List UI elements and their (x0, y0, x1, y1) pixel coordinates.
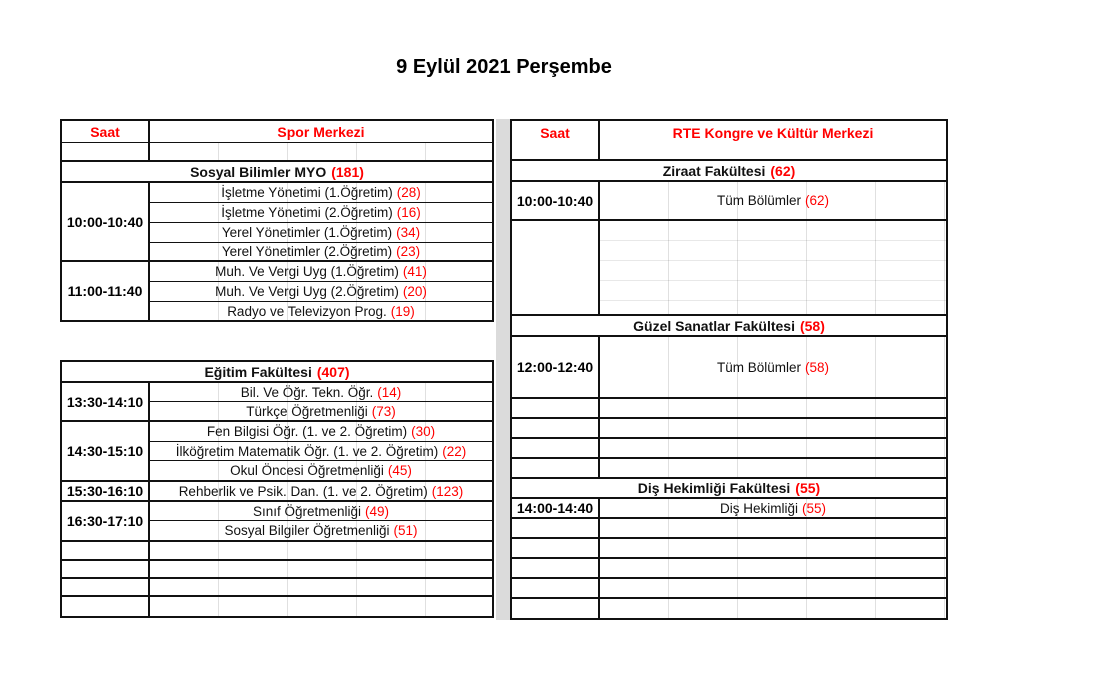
course-label: Tüm Bölümler (716, 359, 801, 375)
course-label: Muh. Ve Vergi Uyg (2.Öğretim) (215, 284, 399, 299)
section-count: (58) (799, 317, 825, 334)
empty-row (512, 459, 946, 479)
course-count: (55) (802, 500, 827, 516)
empty-content-cell (600, 459, 946, 477)
venue-column-header-label: Spor Merkezi (277, 123, 365, 140)
course-label: Yerel Yönetimler (2.Öğretim) (221, 244, 393, 259)
course-count: (23) (396, 244, 421, 259)
course-row (600, 182, 946, 219)
time-cell (62, 383, 150, 420)
time-cell-label: 15:30-16:10 (66, 483, 144, 499)
empty-row (512, 439, 946, 459)
empty-time-cell (62, 542, 150, 559)
empty-time-cell (512, 399, 600, 417)
section-count: (181) (331, 163, 364, 180)
course-count: (41) (402, 264, 427, 279)
course-count: (28) (396, 185, 421, 200)
course-row (150, 383, 492, 402)
time-cell (512, 182, 600, 219)
course-label: İşletme Yönetimi (1.Öğretim) (221, 185, 393, 200)
page-title: 9 Eylül 2021 Perşembe (396, 56, 612, 78)
block-course-list (600, 182, 946, 219)
time-column-header-label: Saat (90, 123, 120, 140)
course-row (150, 223, 492, 243)
section-header-row (512, 479, 946, 499)
empty-content-cell (600, 539, 946, 557)
course-label: Sosyal Bilgiler Öğretmenliği (224, 523, 390, 538)
time-cell-label: 14:30-15:10 (66, 443, 144, 459)
empty-time-cell (62, 143, 150, 160)
venue-column-header-label: RTE Kongre ve Kültür Merkezi (672, 125, 874, 141)
empty-row (512, 539, 946, 559)
block-course-list (150, 183, 492, 260)
time-cell-label: 12:00-12:40 (516, 359, 594, 375)
course-row (150, 521, 492, 540)
course-row (150, 461, 492, 480)
empty-content-cell (600, 419, 946, 437)
block-course-list (150, 383, 492, 420)
time-column-header (512, 121, 600, 159)
course-row (150, 183, 492, 203)
section-name: Ziraat Fakültesi (662, 162, 766, 179)
course-label: Sınıf Öğretmenliği (252, 503, 362, 519)
course-label: Türkçe Öğretmenliği (246, 403, 368, 419)
section-count: (55) (795, 480, 821, 496)
section-header-row (62, 362, 492, 383)
section-header-row (512, 316, 946, 337)
course-label: Okul Öncesi Öğretmenliği (230, 463, 384, 478)
rte-kongre-table (510, 119, 948, 620)
section-header-row (512, 161, 946, 182)
course-label: İlköğretim Matematik Öğr. (1. ve 2. Öğretim) (175, 443, 439, 459)
empty-row (62, 597, 492, 616)
block-course-list (600, 499, 946, 517)
course-count: (14) (377, 384, 402, 400)
time-cell (512, 499, 600, 517)
course-count: (34) (396, 225, 421, 240)
course-count: (49) (365, 503, 390, 519)
course-label: Fen Bilgisi Öğr. (1. ve 2. Öğretim) (206, 424, 408, 439)
course-row (150, 243, 492, 260)
empty-time-cell (512, 419, 600, 437)
empty-time-cell (62, 561, 150, 577)
column-divider-bar (496, 119, 510, 620)
empty-content-cell (150, 143, 492, 160)
course-row (150, 422, 492, 442)
empty-time-cell (62, 579, 150, 595)
course-count: (20) (402, 284, 427, 299)
section-name: Diş Hekimliği Fakültesi (637, 480, 791, 496)
section-count: (407) (316, 363, 350, 380)
course-count: (45) (387, 463, 412, 478)
time-cell-label: 14:00-14:40 (516, 500, 594, 516)
table-columns-header-row (62, 121, 492, 143)
course-count: (51) (393, 523, 418, 538)
course-row (600, 499, 946, 517)
empty-time-cell (512, 539, 600, 557)
course-row (150, 482, 492, 500)
time-block-row (62, 482, 492, 502)
course-row (150, 262, 492, 282)
empty-row (62, 561, 492, 579)
time-column-header (62, 121, 150, 142)
time-cell (62, 422, 150, 480)
time-block-row (62, 422, 492, 482)
empty-row (512, 579, 946, 599)
block-course-list (150, 262, 492, 320)
empty-row (62, 143, 492, 162)
section-name: Güzel Sanatlar Fakültesi (633, 317, 795, 334)
empty-row (62, 542, 492, 561)
empty-content-cell (600, 559, 946, 577)
empty-row (512, 419, 946, 439)
empty-content-cell (150, 542, 492, 559)
empty-time-cell (512, 221, 600, 314)
spor-merkezi-morning-table (60, 119, 494, 322)
section-name: Sosyal Bilimler MYO (190, 163, 327, 180)
course-label: İşletme Yönetimi (2.Öğretim) (221, 205, 393, 220)
empty-content-cell (600, 519, 946, 537)
venue-column-header (150, 121, 492, 142)
course-count: (19) (390, 303, 415, 319)
time-block-row (512, 182, 946, 221)
time-cell-label: 13:30-14:10 (66, 393, 144, 410)
empty-row (62, 579, 492, 597)
empty-time-cell (512, 459, 600, 477)
section-name: Eğitim Fakültesi (204, 363, 312, 380)
empty-time-cell (512, 579, 600, 597)
empty-content-cell (150, 561, 492, 577)
time-cell (62, 262, 150, 320)
course-row (150, 282, 492, 302)
course-row (150, 502, 492, 521)
time-cell (62, 183, 150, 260)
time-block-row (512, 337, 946, 399)
empty-row (512, 559, 946, 579)
section-count: (62) (770, 162, 796, 179)
course-row (150, 203, 492, 223)
block-course-list (150, 502, 492, 540)
time-cell-label: 16:30-17:10 (66, 513, 144, 529)
course-label: Muh. Ve Vergi Uyg (1.Öğretim) (215, 264, 399, 279)
course-count: (22) (442, 443, 467, 459)
block-course-list (600, 337, 946, 397)
course-row (150, 402, 492, 420)
time-cell (512, 337, 600, 397)
empty-time-cell (512, 519, 600, 537)
course-count: (123) (431, 483, 464, 499)
course-row (150, 302, 492, 320)
course-label: Rehberlik ve Psik. Dan. (1. ve 2. Öğretim) (178, 483, 428, 499)
empty-content-cell (600, 399, 946, 417)
time-column-header-label: Saat (540, 125, 570, 141)
course-row (150, 442, 492, 461)
table-columns-header-row (512, 121, 946, 161)
time-block-row (62, 183, 492, 262)
empty-content-cell (600, 579, 946, 597)
empty-row (512, 399, 946, 419)
empty-row (512, 519, 946, 539)
empty-content-cell (150, 579, 492, 595)
empty-time-cell (512, 559, 600, 577)
course-label: Diş Hekimliği (719, 500, 798, 516)
empty-content-cell (600, 439, 946, 457)
time-cell-label: 11:00-11:40 (67, 283, 143, 299)
time-cell (62, 502, 150, 540)
empty-content-cell (600, 221, 946, 314)
empty-time-cell (62, 597, 150, 616)
section-header-row (62, 162, 492, 183)
empty-content-cell (600, 599, 946, 618)
course-count: (62) (805, 193, 830, 208)
course-row (600, 337, 946, 397)
empty-row (512, 221, 946, 316)
time-block-row (62, 383, 492, 422)
time-cell-label: 10:00-10:40 (66, 213, 144, 230)
course-count: (73) (371, 403, 396, 419)
empty-row (512, 599, 946, 618)
block-course-list (150, 422, 492, 480)
venue-column-header (600, 121, 946, 159)
time-block-row (62, 502, 492, 542)
course-count: (30) (411, 424, 436, 439)
course-count: (58) (805, 359, 830, 375)
course-label: Bil. Ve Öğr. Tekn. Öğr. (240, 384, 374, 400)
course-label: Radyo ve Televizyon Prog. (227, 303, 387, 319)
course-label: Yerel Yönetimler (1.Öğretim) (221, 225, 393, 240)
block-course-list (150, 482, 492, 500)
time-block-row (512, 499, 946, 519)
empty-time-cell (512, 439, 600, 457)
time-cell-label: 10:00-10:40 (516, 192, 594, 209)
course-label: Tüm Bölümler (716, 193, 801, 208)
time-cell (62, 482, 150, 500)
empty-content-cell (150, 597, 492, 616)
empty-time-cell (512, 599, 600, 618)
spor-merkezi-afternoon-table (60, 360, 494, 618)
time-block-row (62, 262, 492, 320)
course-count: (16) (396, 205, 421, 220)
